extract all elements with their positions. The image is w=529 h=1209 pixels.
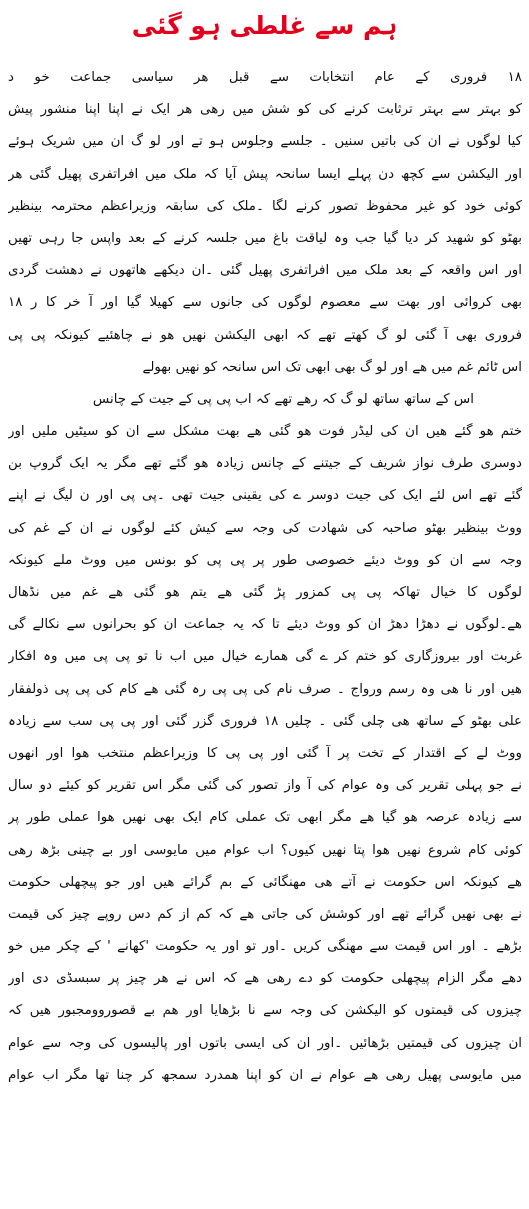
article-line: ۱۸ فروری کے عام انتخابات سے قبل ھر سیاسی جماعت خو د bbox=[8, 70, 522, 85]
article-line: فروری بھی آ گئی لو گ کھتے تھے کہ ابھی الیکشن نھیں ھو نے چاھئیے کیونکہ پی پی bbox=[8, 327, 522, 343]
article-line: نے بھی نھیں گرائے تھے اور کوشش کی جاتی ھے کہ کم از کم دس روپے چیز کی قیمت bbox=[8, 906, 522, 922]
article-line: اور اس واقعہ کے بعد ملک میں افراتفری پھیل گئی ۔ان دیکھے ھاتھوں نے دھشت گردی bbox=[8, 263, 522, 279]
article-line: اس کے ساتھ ساتھ لو گ کہ رھے تھے کہ اب پی پی کے جیت کے چانس bbox=[92, 391, 474, 407]
article-line: اس ٹائم غم میں ھے اور لو گ بھی ابھی تک اس سانحہ کو نھیں بھولے bbox=[142, 359, 522, 375]
article-line: کو بہتر سے بہتر ترثابت کرنے کی کو شش میں رھی ھر ایک نے اپنا اپنا منشور پیش bbox=[8, 102, 522, 118]
article-line: دوسری طرف نواز شریف کے جیتنے کے چانس زیادہ ھو گئے تھے مگر یہ ایک گروپ بن bbox=[8, 456, 522, 472]
article-line: اور الیکشن سے کچھ دن پہلے ایسا سانحہ پیش آیا کہ ملک میں افراتفری پھیل گئی ھر bbox=[8, 166, 522, 182]
article-line: ووٹ بینظیر بھٹو صاحبہ کی شھادت کی وجہ سے کیش کئے لوگوں نے ان کے غم کی bbox=[8, 520, 522, 536]
article-line: وجہ سے ان کو ووٹ دیئے خصوصی طور پر پی پی کو بونس میں ووٹ ملے کیونکہ bbox=[8, 552, 522, 568]
article-line: سے زیادہ عرصہ ھو گیا ھے مگر ابھی تک عملی کام ایک بھی نھیں ھوا عملی طور پر bbox=[8, 810, 522, 826]
article-line: میں مایوسی پھیل رھی ھے عوام نے ان کو اپنا ھمدرد سمجھ کر چنا تھا مگر اب عوام bbox=[8, 1067, 522, 1083]
article-line: چیزوں کی قیمتوں کو الیکشن کی وجہ سے نا بڑھایا اور ھم بے قصوروومجبور ھیں کہ bbox=[8, 1003, 522, 1019]
article-line: بھی کروائی اور بھت سے معصوم لوگوں کی جانوں سے کھیلا گیا اور آ خر کا ر ۱۸ bbox=[8, 295, 522, 311]
article-line: علی بھٹو کے ساتھ ھی چلی گئی ۔ چلیں ۱۸ فروری گزر گئی اور پی پی سب سے زیادہ bbox=[8, 713, 522, 729]
article-line: بھٹو کو شھید کر دیا گیا جب وہ لیاقت باغ میں جلسہ کرنے کے بعد واپس جا رہی تھیں bbox=[8, 230, 522, 246]
article-line: غربت اور بیروزگاری کو ختم کر ے گی ھمارے خیال میں اب نا تو پی پی میں وہ افکار bbox=[8, 649, 522, 665]
article-line: بڑھے ۔ اور اس قیمت سے مھنگی کریں ۔اور تو اور یہ حکومت 'کھانے ' کے چکر میں خو bbox=[8, 939, 522, 955]
article-line: نے جو پہلی تقریر کی وہ عوام کی آ واز تصور کی گئی مگر اس تقریر کو کیئے دو سال bbox=[8, 778, 522, 794]
article-line: کوئی کام شروع نھیں ھوا پتا نھیں کیوں؟ اب عوام میں مایوسی اور بے چینی بڑھ رھی bbox=[8, 842, 522, 858]
article-line: کوئی خود کو غیر محفوظ تصور کرنے لگا ۔ملک کی سابقہ وزیراعظم محترمہ بینظیر bbox=[8, 198, 522, 214]
article-line: ھے۔لوگوں نے دھڑا دھڑ ان کو ووٹ دیئے تا کہ یہ جماعت ان کو بحرانوں سے نکالے گی bbox=[8, 617, 522, 633]
article-line: ختم ھو گئے ھیں ان کی لیڈر فوت ھو گئی ھے بھت مشکل سے ان کو سیٹیں ملیں اور bbox=[8, 424, 522, 440]
article-line: ان چیزوں کی قیمتیں بڑھائیں ۔اور ان کی ایسی باتوں اور پالیسوں کی وجہ سے عوام bbox=[8, 1035, 522, 1051]
article-title: ہم سے غلطی ہو گئی bbox=[131, 11, 398, 40]
article-line: گئے تھے اس لئے ایک کی جیت دوسر ے کی یقینی جیت تھی ۔پی پی اور ن لیگ نے اپنے bbox=[8, 488, 522, 504]
article-line: ھے کیونکہ اس حکومت نے آتے ھی مھنگائی کے بم گرائے ھیں اور جو پیچھلی حکومت bbox=[8, 874, 522, 890]
article-line: کیا لوگوں نے ان کی باتیں سنیں ۔ جلسے وجلوس ہو تے اور لو گ ان میں شریک ہوئے bbox=[8, 134, 522, 150]
article-body bbox=[8, 62, 522, 1092]
article-line: ھیں اور نا ھی وہ رسم ورواج ۔ صرف نام کی پی پی رہ گئی ھے کام کی پی پی ذولفقار bbox=[8, 681, 522, 697]
article-line: لوگوں کا خیال تھاکہ پی پی کمزور پڑ گئی ھے یتم ھو گئی ھے غم میں نڈھال bbox=[8, 585, 522, 600]
article-line: ووٹ لے کے اقتدار کے تخت پر آ گئی اور پی پی کا وزیراعظم منتخب ھوا اور انھوں bbox=[8, 745, 522, 761]
article-line: دھے مگر الزام پیچھلی حکومت کو دے رھی ھے کہ اس نے ھر چیز پر سبسڈی دی اور bbox=[8, 971, 522, 987]
